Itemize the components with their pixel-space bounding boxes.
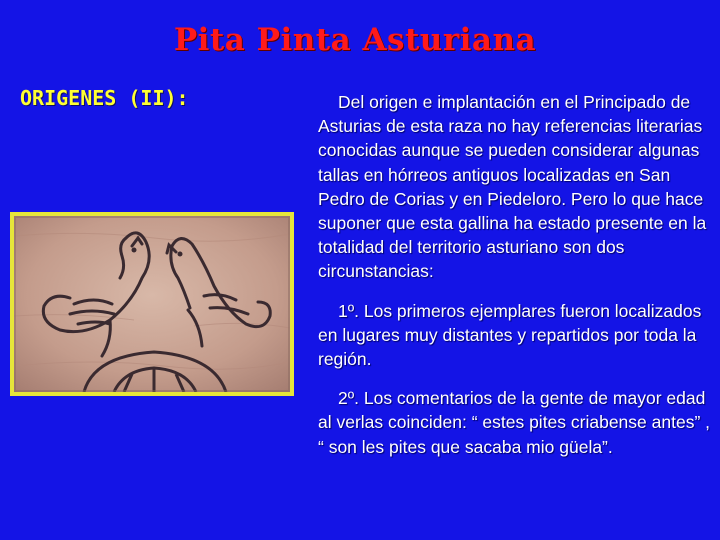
paragraph-first-circumstance: 1º. Los primeros ejemplares fueron localizados en lugares muy distantes y repartidos por toda la región. xyxy=(318,300,702,370)
paragraph-second-circumstance: 2º. Los comentarios de la gente de mayor edad al verlas coinciden: “ estes pites criabense antes” , “ son les pites que sacaba mio güela”. xyxy=(318,388,710,457)
section-heading: ORIGENES (II): xyxy=(20,86,189,110)
carved-hens-relief-icon xyxy=(14,216,290,392)
paragraph-origin: Del origen e implantación en el Principado de Asturias de esta raza no hay referencias literarias conocidas aunque se pueden considerar algunas tallas en hórreos antiguos localizadas en San Pedro de Corias y en Piedeloro. Pero lo que hace suponer que esta gallina ha estado presente en la totalidad del territorio asturiano son dos circunstancias: xyxy=(318,92,707,282)
body-text xyxy=(318,90,714,474)
slide-title: Pita Pinta Asturiana xyxy=(173,22,537,58)
photo-frame xyxy=(10,212,294,396)
